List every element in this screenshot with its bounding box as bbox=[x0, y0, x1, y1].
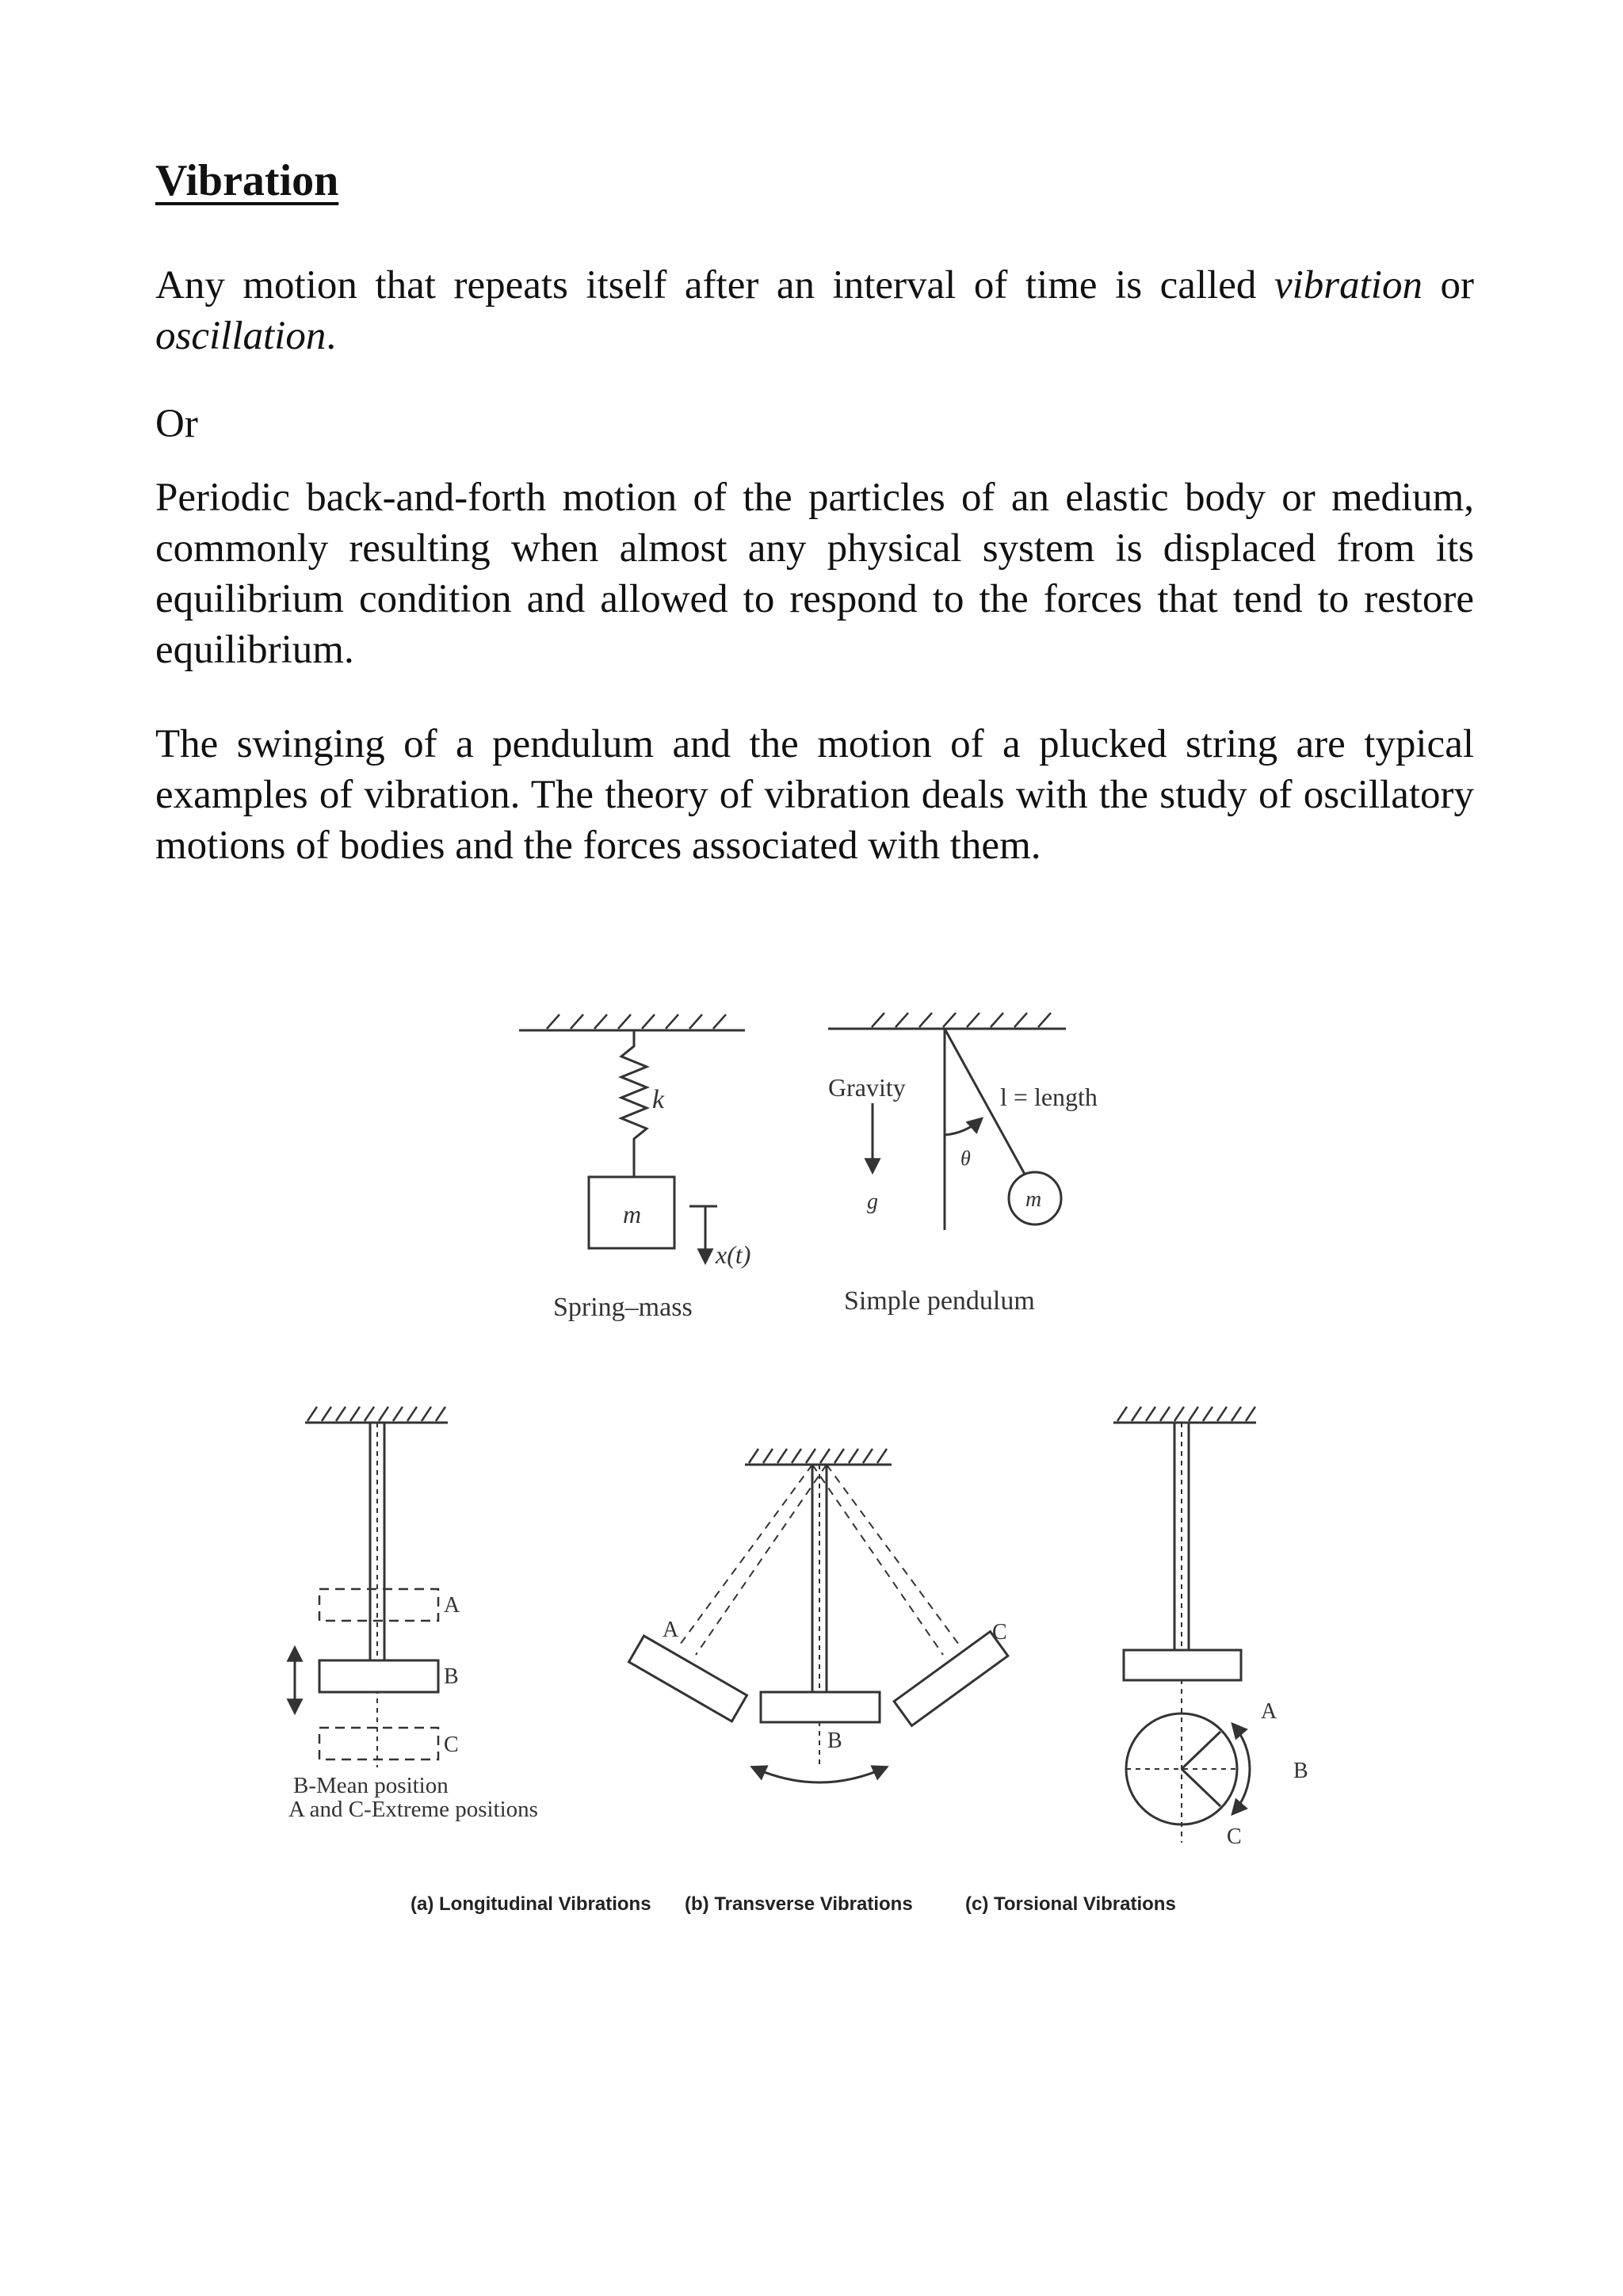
alternate-definition-paragraph: Periodic back-and-forth motion of the particles of an elastic body or medium, commonly resulting when almost any physical system is displaced from its equilibrium condition and allowed to respond to the forces that tend to restore equilibrium. bbox=[155, 476, 1474, 672]
definition-connector: or bbox=[1422, 263, 1474, 308]
gravity-g-label: g bbox=[867, 1190, 878, 1214]
displacement-label: x(t) bbox=[716, 1240, 751, 1269]
transverse-pos-b: B bbox=[827, 1729, 842, 1753]
page-title: Vibration bbox=[155, 156, 339, 205]
torsional-caption: (c) Torsional Vibrations bbox=[965, 1893, 1176, 1915]
torsional-pos-c: C bbox=[1227, 1824, 1242, 1849]
examples-paragraph: The swinging of a pendulum and the motion of a plucked string are typical examples of vibration. The theory of vibration deals with the study of oscillatory motions of bodies and the forces associated with them. bbox=[155, 722, 1474, 868]
definition-period: . bbox=[326, 314, 337, 358]
spring-mass-label: m bbox=[623, 1200, 642, 1228]
transverse-pos-c: C bbox=[992, 1620, 1007, 1645]
torsional-vibration-diagram bbox=[1113, 1407, 1256, 1843]
vibration-diagrams bbox=[269, 983, 1308, 1966]
longitudinal-vibration-diagram bbox=[295, 1407, 448, 1767]
pendulum-caption: Simple pendulum bbox=[844, 1286, 1035, 1316]
transverse-vibration-diagram bbox=[629, 1449, 1008, 1782]
longitudinal-pos-a: A bbox=[444, 1593, 460, 1618]
term-oscillation: oscillation bbox=[155, 314, 327, 358]
torsional-pos-b: B bbox=[1293, 1759, 1308, 1783]
gravity-label: Gravity bbox=[828, 1073, 906, 1102]
pendulum-length-label: l = length bbox=[1000, 1083, 1098, 1111]
term-vibration: vibration bbox=[1274, 263, 1423, 308]
extreme-positions-note: A and C-Extreme positions bbox=[288, 1797, 538, 1822]
pendulum-bob-label: m bbox=[1025, 1187, 1042, 1212]
torsional-pos-a: A bbox=[1261, 1699, 1277, 1724]
mean-position-note: B-Mean position bbox=[293, 1773, 449, 1798]
angle-theta-label: θ bbox=[960, 1147, 971, 1170]
definition-paragraph bbox=[155, 260, 1474, 361]
longitudinal-pos-b: B bbox=[444, 1664, 459, 1689]
vibration-figure bbox=[269, 983, 1308, 1966]
transverse-caption: (b) Transverse Vibrations bbox=[685, 1893, 913, 1915]
transverse-pos-a: A bbox=[663, 1618, 679, 1642]
spring-mass-caption: Spring–mass bbox=[553, 1293, 693, 1322]
definition-text: Any motion that repeats itself after an interval of time is called bbox=[155, 263, 1274, 308]
spring-constant-label: k bbox=[652, 1085, 665, 1114]
longitudinal-pos-c: C bbox=[444, 1733, 459, 1757]
longitudinal-caption: (a) Longitudinal Vibrations bbox=[411, 1893, 651, 1915]
or-paragraph: Or bbox=[155, 402, 198, 446]
